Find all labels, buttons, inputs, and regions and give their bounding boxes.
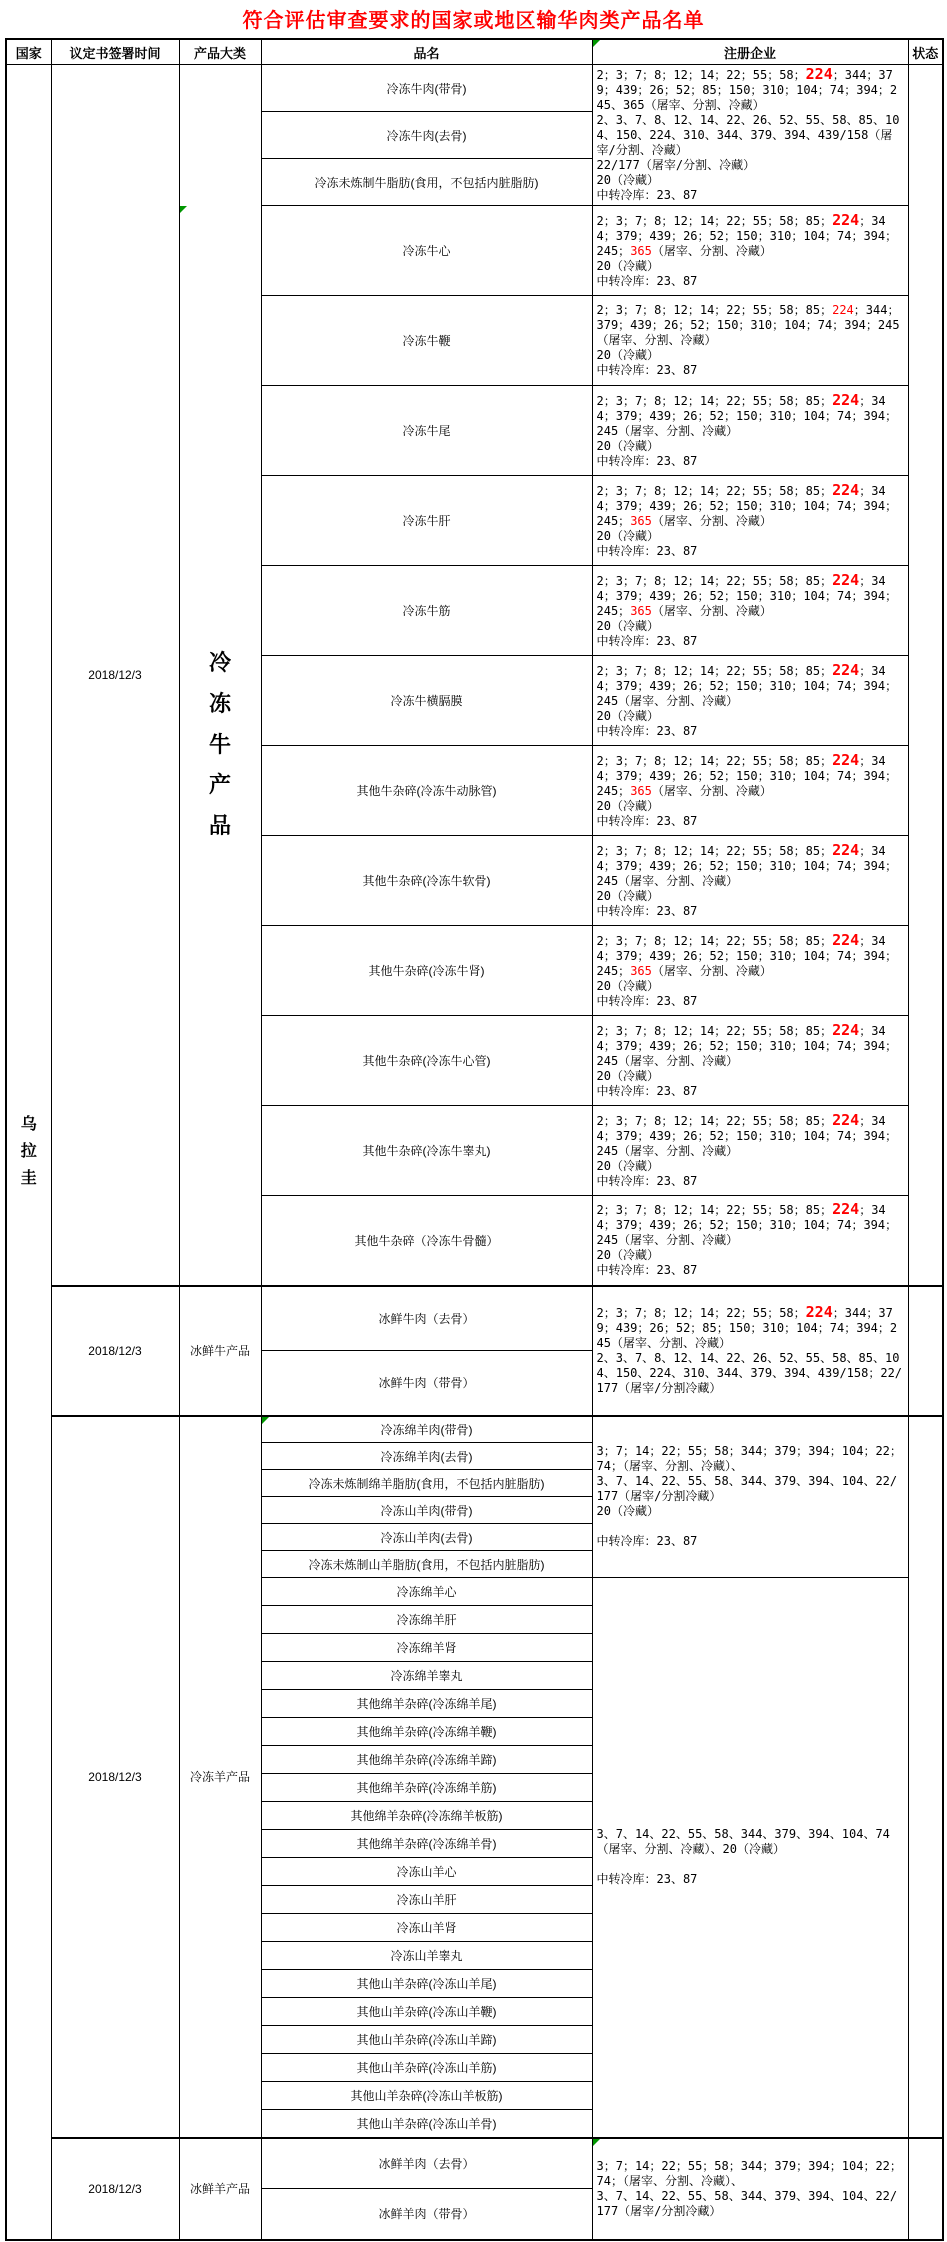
product-name-label: 其他山羊杂碎(冷冻山羊鞭): [356, 2005, 497, 2019]
enterprises-cell: [592, 1286, 908, 1416]
enterprise-text: ；344；379；439；26；52；150；310；104；74；394；245；: [596, 483, 898, 528]
product-name-cell: [261, 1016, 592, 1106]
enterprises-cell: [592, 746, 908, 836]
product-name-label: 冷冻绵羊肉(去骨): [380, 1449, 473, 1464]
enterprise-line: [597, 1305, 904, 1351]
product-name-cell: [261, 2138, 592, 2189]
enterprise-line: [597, 1827, 904, 1857]
product-name-cell: [261, 1942, 592, 1970]
enterprise-text: 中转冷库：23、87: [596, 363, 698, 377]
product-name-label: 冷冻牛尾: [402, 424, 451, 438]
enterprise-line: [597, 2159, 904, 2189]
enterprise-number-highlight: 224: [805, 65, 833, 83]
enterprise-text: ；344；379；439；26；52；150；310；104；74；394；245（屠宰、分割、冷藏）: [596, 663, 898, 708]
product-name-cell: [261, 1106, 592, 1196]
product-name-label: 其他牛杂碎(冷冻牛心管): [362, 1054, 491, 1068]
enterprises-cell: [592, 65, 908, 206]
product-name-label: 冷冻山羊肾: [396, 1921, 457, 1935]
enterprise-text: 20（冷藏）: [596, 618, 659, 633]
enterprise-text: ；344；379；439；26；52；150；310；104；74；394；245（屠宰、分割、冷藏）: [596, 1203, 898, 1248]
enterprise-text: 2；3；7；8；12；14；22；55；58；85；: [596, 213, 833, 228]
product-name-label: 冷冻绵羊肉(带骨): [380, 1422, 473, 1437]
product-name-label: 冷冻牛心: [402, 244, 451, 258]
table-row: [6, 1416, 943, 1443]
product-name-label: 其他绵羊杂碎(冷冻绵羊蹄): [356, 1753, 497, 1767]
category-cell: [179, 65, 261, 206]
table-row: [6, 65, 943, 112]
product-name-cell: [261, 1858, 592, 1886]
enterprise-text: 20（冷藏）: [596, 888, 659, 903]
product-name-label: 冷冻绵羊心: [396, 1585, 457, 1599]
enterprise-text: （屠宰、分割、冷藏）: [651, 513, 772, 528]
product-name-label: 冷冻山羊心: [396, 1865, 457, 1879]
enterprise-line: [597, 1202, 904, 1248]
product-name-cell: [261, 1443, 592, 1470]
enterprise-text: 2、3、7、8、12、14、22、26、52、55、58、85、104、150、224、310、344、379、394、439/158；22/177（屠宰/分割冷藏）: [596, 1351, 903, 1395]
enterprise-line: [597, 113, 904, 158]
product-name-label: 冷冻绵羊肾: [396, 1641, 457, 1655]
enterprise-line: [596, 1020, 904, 1069]
product-name-cell: [261, 159, 592, 206]
product-name-label: 其他山羊杂碎(冷冻山羊尾): [356, 1977, 497, 1991]
enterprise-text: ；344；379；439；26；52；150；310；104；74；394；245（屠宰、分割、冷藏）: [596, 303, 900, 347]
enterprises-cell: [592, 926, 908, 1016]
enterprise-number-highlight: 224: [832, 840, 860, 859]
enterprise-line: [597, 1474, 904, 1504]
col-header-country: 国家: [6, 39, 51, 65]
product-name-cell: [261, 1551, 592, 1578]
enterprise-line: [597, 1084, 904, 1099]
product-name-cell: [261, 1774, 592, 1802]
enterprise-number-highlight: 224: [832, 390, 860, 409]
enterprise-line: [597, 1444, 904, 1474]
enterprise-line: [597, 274, 904, 289]
table-row: [6, 1286, 943, 1351]
enterprise-text: 20（冷藏）: [596, 1068, 659, 1083]
product-name-label: 冷冻牛筋: [402, 604, 451, 618]
product-name-cell: [261, 206, 592, 296]
enterprise-text: 2；3；7；8；12；14；22；55；58；85；: [596, 843, 833, 858]
product-name-label: 冷冻绵羊睾丸: [390, 1669, 463, 1683]
enterprise-line: [597, 1534, 904, 1549]
date-cell: 2018/12/3: [51, 65, 179, 1286]
product-name-label: 冷冻牛肉(带骨): [386, 81, 467, 96]
enterprise-line: [597, 724, 904, 739]
product-name-label: 其他山羊杂碎(冷冻山羊蹄): [356, 2033, 497, 2047]
category-cell: [179, 1286, 261, 1416]
product-name-cell: [261, 1970, 592, 1998]
product-name-label: 其他山羊杂碎(冷冻山羊板筋): [350, 2089, 503, 2103]
product-name-cell: [261, 1690, 592, 1718]
header-row: [6, 39, 943, 65]
enterprise-line: [597, 1159, 904, 1174]
enterprise-number-highlight: 224: [832, 1020, 860, 1039]
product-name-cell: [261, 926, 592, 1016]
excel-marker-icon: [593, 2139, 600, 2146]
product-name-label: 其他绵羊杂碎(冷冻绵羊筋): [356, 1781, 497, 1795]
status-cell: [908, 65, 943, 1286]
enterprise-number-red: 224: [832, 303, 854, 317]
country-cell: [6, 65, 51, 2240]
enterprise-number-highlight: 224: [832, 480, 860, 499]
enterprise-text: 3、7、14、22、55、58、344、379、394、104、22/177（屠宰/分割冷藏）: [596, 2188, 898, 2218]
enterprise-text: 中转冷库：23、87: [596, 453, 698, 468]
enterprise-line: [597, 363, 904, 378]
enterprise-text: 3、7、14、22、55、58、344、379、394、104、22/177（屠宰/分割冷藏）: [596, 1474, 898, 1504]
product-name-label: 冷冻未炼制山羊脂肪(食用，不包括内脏脂肪): [308, 1557, 545, 1572]
product-name-cell: [261, 2110, 592, 2138]
enterprise-line: [597, 439, 904, 454]
enterprise-text: ；344；379；439；26；52；150；310；104；74；394；245；: [596, 753, 898, 798]
enterprise-line: [597, 2189, 904, 2219]
col-header-enterprises: [592, 39, 908, 65]
enterprise-text: 2；3；7；8；12；14；22；55；58；: [596, 68, 806, 82]
product-name-cell: [261, 1578, 592, 1606]
products-table: [5, 38, 944, 2241]
enterprise-text: ；344；379；439；26；52；150；310；104；74；394；245；: [596, 573, 898, 618]
enterprise-text: 中转冷库：23、87: [596, 633, 698, 648]
enterprises-cell: [592, 206, 908, 296]
product-name-label: 其他牛杂碎(冷冻牛睾丸): [362, 1144, 491, 1158]
category-cell: [179, 2138, 261, 2240]
enterprise-number-highlight: 224: [832, 210, 860, 229]
enterprise-text: 中转冷库：23、87: [596, 1534, 698, 1549]
country-label: 乌拉圭: [20, 1115, 37, 1188]
enterprise-text: ；344；379；439；26；52；150；310；104；74；394；245；: [596, 933, 898, 978]
enterprises-cell: [592, 476, 908, 566]
enterprise-text: 2；3；7；8；12；14；22；55；58；85；: [596, 933, 833, 948]
enterprise-line: [596, 390, 904, 439]
enterprise-line: [596, 930, 904, 979]
enterprise-line: [597, 1504, 904, 1519]
enterprise-text: 中转冷库：23、87: [596, 1872, 698, 1887]
product-name-label: 冰鲜牛肉（带骨）: [378, 1376, 475, 1391]
excel-marker-icon: [180, 206, 187, 213]
enterprise-line: [597, 1519, 904, 1534]
enterprise-text: ；344；379；439；26；52；85；150；310；104；74；394；245、365（屠宰、分割、冷藏）: [596, 68, 898, 112]
category-label: 冰鲜羊产品: [189, 2182, 250, 2196]
enterprise-text: 中转冷库：23、87: [596, 723, 698, 738]
category-label: 冷冻羊产品: [189, 1770, 250, 1784]
enterprise-line: [597, 889, 904, 904]
enterprise-text: 2；3；7；8；12；14；22；55；58；85；: [596, 1023, 833, 1038]
excel-marker-icon: [262, 1417, 269, 1424]
col-header-status: 状态: [908, 39, 943, 65]
enterprises-cell: [592, 2138, 908, 2240]
enterprise-line: [597, 1263, 904, 1278]
product-name-cell: [261, 1497, 592, 1524]
enterprise-number-red: 365: [630, 783, 652, 798]
enterprise-line: [597, 188, 904, 203]
enterprise-text: （屠宰、分割、冷藏）: [651, 783, 772, 798]
product-name-cell: [261, 566, 592, 656]
enterprise-text: 20（冷藏）: [596, 1248, 659, 1263]
date-cell: 2018/12/3: [51, 1416, 179, 2138]
enterprise-line: [596, 1110, 904, 1159]
page-title: 符合评估审查要求的国家或地区输华肉类产品名单: [242, 10, 705, 32]
enterprise-line: [597, 1857, 904, 1872]
enterprise-text: 3；7；14；22；55；58；344；379；394；104；22；74；（屠宰、分割、冷藏）、: [596, 1444, 902, 1474]
product-name-cell: [261, 1524, 592, 1551]
product-name-cell: [261, 1914, 592, 1942]
product-name-label: 其他绵羊杂碎(冷冻绵羊鞭): [356, 1725, 497, 1739]
enterprise-line: [597, 1248, 904, 1263]
product-name-label: 其他山羊杂碎(冷冻山羊筋): [356, 2061, 497, 2075]
enterprise-text: 20（冷藏）: [596, 173, 659, 187]
enterprise-text: 2；3；7；8；12；14；22；55；58；85；: [596, 753, 833, 768]
enterprise-text: （屠宰、分割、冷藏）: [651, 963, 772, 978]
enterprise-number-highlight: 224: [832, 930, 860, 949]
product-name-label: 其他绵羊杂碎(冷冻绵羊板筋): [350, 1809, 503, 1823]
enterprise-line: [596, 750, 904, 799]
enterprise-text: 20（冷藏）: [596, 348, 659, 362]
enterprise-text: ；344；379；439；26；52；150；310；104；74；394；245（屠宰、分割、冷藏）: [596, 393, 898, 438]
product-name-label: 其他牛杂碎(冷冻牛肾): [368, 964, 485, 978]
enterprise-number-highlight: 224: [832, 570, 860, 589]
enterprise-text: 2；3；7；8；12；14；22；55；58；85；: [596, 663, 833, 678]
enterprise-text: （屠宰、分割、冷藏）: [651, 603, 772, 618]
enterprise-line: [597, 1351, 904, 1396]
enterprises-cell: [592, 296, 908, 386]
enterprise-line: [597, 454, 904, 469]
enterprise-text: 20（冷藏）: [596, 438, 659, 453]
enterprises-cell: [592, 1196, 908, 1286]
enterprise-text: 中转冷库：23、87: [596, 903, 698, 918]
product-name-cell: [261, 1634, 592, 1662]
enterprise-text: 中转冷库：23、87: [596, 1263, 698, 1278]
enterprise-text: 20（冷藏）: [596, 978, 659, 993]
enterprise-line: [597, 348, 904, 363]
enterprise-line: [596, 660, 904, 709]
product-name-label: 冰鲜羊肉（去骨）: [378, 2156, 475, 2171]
enterprise-text: 中转冷库：23、87: [596, 1173, 698, 1188]
product-name-label: 冷冻牛肝: [402, 514, 451, 528]
product-name-label: 冷冻山羊肝: [396, 1893, 457, 1907]
enterprise-text: 2；3；7；8；12；14；22；55；58；85；: [596, 483, 833, 498]
enterprise-line: [596, 480, 904, 529]
enterprise-line: [597, 1872, 904, 1887]
enterprise-line: [597, 259, 904, 274]
product-name-cell: [261, 2082, 592, 2110]
product-name-label: 冷冻未炼制牛脂肪(食用，不包括内脏脂肪): [314, 175, 539, 190]
enterprises-cell: [592, 566, 908, 656]
enterprise-line: [597, 67, 904, 113]
product-name-label: 冷冻绵羊肝: [396, 1613, 457, 1627]
product-name-cell: [261, 296, 592, 386]
enterprises-cell: [592, 836, 908, 926]
enterprise-text: ；344；379；439；26；52；150；310；104；74；394；245（屠宰、分割、冷藏）: [596, 1023, 898, 1068]
product-name-cell: [261, 1470, 592, 1497]
enterprise-text: 20（冷藏）: [596, 258, 659, 273]
product-name-label: 冷冻山羊睾丸: [390, 1949, 463, 1963]
enterprise-line: [597, 173, 904, 188]
enterprise-line: [597, 544, 904, 559]
enterprises-cell: [592, 656, 908, 746]
enterprise-number-highlight: 224: [832, 750, 860, 769]
enterprise-text: 中转冷库：23、87: [596, 1083, 698, 1098]
product-name-label: 冰鲜牛肉（去骨）: [378, 1311, 475, 1326]
enterprise-number-highlight: 224: [832, 660, 860, 679]
enterprise-text: 2、3、7、8、12、14、22、26、52、55、58、85、104、150、224、310、344、379、394、439/158（屠宰/分割、冷藏）: [596, 113, 900, 157]
enterprise-line: [597, 158, 904, 173]
enterprise-text: 2；3；7；8；12；14；22；55；58；85；: [596, 1113, 833, 1128]
enterprise-number-red: 365: [630, 513, 652, 528]
product-name-cell: [261, 1606, 592, 1634]
enterprise-line: [597, 904, 904, 919]
product-name-cell: [261, 1196, 592, 1286]
category-cell: [179, 1416, 261, 2138]
enterprise-number-highlight: 224: [832, 1110, 860, 1129]
product-name-label: 冷冻牛肉(去骨): [386, 128, 467, 143]
enterprise-text: 20（冷藏）: [596, 798, 659, 813]
enterprise-number-highlight: 224: [832, 1200, 860, 1219]
enterprises-cell: [592, 386, 908, 476]
table-row: [6, 2138, 943, 2189]
product-name-cell: [261, 112, 592, 159]
product-name-cell: [261, 2189, 592, 2240]
enterprise-text: 22/177（屠宰/分割、冷藏）: [596, 158, 756, 172]
col-header-product-name: 品名: [261, 39, 592, 65]
product-name-cell: [261, 1802, 592, 1830]
product-name-cell: [261, 476, 592, 566]
product-name-label: 其他牛杂碎(冷冻牛动脉管): [356, 784, 497, 798]
category-label: 冰鲜牛产品: [189, 1344, 250, 1358]
product-name-label: 其他绵羊杂碎(冷冻绵羊骨): [356, 1837, 497, 1851]
enterprise-text: 3；7；14；22；55；58；344；379；394；104；22；74；（屠宰、分割、冷藏）、: [596, 2158, 902, 2188]
excel-marker-icon: [593, 40, 600, 47]
date-cell: 2018/12/3: [51, 1286, 179, 1416]
enterprise-text: 2；3；7；8；12；14；22；55；58；85；: [596, 1203, 833, 1218]
product-name-cell: [261, 836, 592, 926]
product-name-label: 冷冻牛横膈膜: [390, 694, 463, 708]
enterprise-text: 中转冷库：23、87: [596, 273, 698, 288]
enterprise-line: [596, 210, 904, 259]
enterprise-text: ；344；379；439；26；52；150；310；104；74；394；245（屠宰、分割、冷藏）: [596, 1113, 898, 1158]
enterprise-line: [597, 303, 904, 348]
enterprise-line: [597, 1069, 904, 1084]
product-name-cell: [261, 1886, 592, 1914]
enterprise-text: 20（冷藏）: [596, 1158, 659, 1173]
category-label: 冷冻牛产品: [208, 650, 231, 839]
enterprises-cell: [592, 1016, 908, 1106]
enterprise-line: [597, 1174, 904, 1189]
enterprise-line: [597, 994, 904, 1009]
enterprise-line: [597, 979, 904, 994]
enterprise-number-highlight: 224: [805, 1303, 833, 1321]
product-name-cell: [261, 1351, 592, 1416]
product-name-label: 冷冻未炼制绵羊脂肪(食用，不包括内脏脂肪): [308, 1476, 545, 1491]
product-name-label: 冷冻牛鞭: [402, 334, 451, 348]
product-name-label: 冷冻山羊肉(去骨): [380, 1530, 473, 1545]
product-name-label: 其他山羊杂碎(冷冻山羊骨): [356, 2116, 497, 2131]
product-name-cell: [261, 656, 592, 746]
enterprise-text: 中转冷库：23、87: [596, 813, 698, 828]
enterprise-text: （屠宰、分割、冷藏）: [651, 243, 772, 258]
enterprise-text: 2；3；7；8；12；14；22；55；58；85；: [596, 573, 833, 588]
product-name-cell: [261, 1830, 592, 1858]
enterprise-text: ；344；379；439；26；52；85；150；310；104；74；394；245（屠宰、分割、冷藏）: [596, 1306, 898, 1350]
date-cell: 2018/12/3: [51, 2138, 179, 2240]
product-name-cell: [261, 386, 592, 476]
enterprise-line: [597, 709, 904, 724]
enterprise-line: [597, 634, 904, 649]
enterprise-line: [596, 840, 904, 889]
enterprise-text: 中转冷库：23、87: [596, 993, 698, 1008]
col-header-category: 产品大类: [179, 39, 261, 65]
product-name-cell: [261, 2026, 592, 2054]
enterprises-cell: [592, 1578, 908, 2138]
product-name-cell: [261, 65, 592, 112]
enterprise-text: 20（冷藏）: [596, 1504, 659, 1519]
enterprise-line: [597, 529, 904, 544]
enterprise-text: 2；3；7；8；12；14；22；55；58；85；: [596, 303, 833, 317]
product-name-label: 冰鲜羊肉（带骨）: [378, 2207, 475, 2222]
col-header-enterprises-label: 注册企业: [723, 45, 776, 61]
enterprises-cell: [592, 1106, 908, 1196]
enterprise-text: 中转冷库：23、87: [596, 543, 698, 558]
product-name-label: 冷冻山羊肉(带骨): [380, 1503, 473, 1518]
enterprise-text: 中转冷库：23、87: [596, 188, 698, 202]
enterprise-line: [597, 619, 904, 634]
enterprise-line: [597, 799, 904, 814]
col-header-sign-date: 议定书签署时间: [51, 39, 179, 65]
enterprise-text: 2；3；7；8；12；14；22；55；58；85；: [596, 393, 833, 408]
enterprise-text: 20（冷藏）: [596, 528, 659, 543]
product-name-label: 其他绵羊杂碎(冷冻绵羊尾): [356, 1697, 497, 1711]
product-name-cell: [261, 746, 592, 836]
enterprise-text: 2；3；7；8；12；14；22；55；58；: [596, 1306, 806, 1320]
product-name-cell: [261, 1286, 592, 1351]
product-name-label: 其他牛杂碎（冷冻牛骨髓）: [354, 1233, 499, 1248]
enterprise-number-red: 365: [630, 603, 652, 618]
product-name-cell: [261, 1416, 592, 1443]
category-cell: [179, 206, 261, 1286]
product-name-label: 其他牛杂碎(冷冻牛软骨): [362, 874, 491, 888]
enterprise-number-red: 365: [630, 243, 652, 258]
product-name-cell: [261, 1746, 592, 1774]
enterprise-text: ；344；379；439；26；52；150；310；104；74；394；245；: [596, 213, 898, 258]
enterprise-line: [596, 570, 904, 619]
enterprises-cell: [592, 1416, 908, 1578]
product-name-cell: [261, 1662, 592, 1690]
status-cell: [908, 1416, 943, 2138]
status-cell: [908, 2138, 943, 2240]
enterprise-text: 20（冷藏）: [596, 708, 659, 723]
product-name-cell: [261, 2054, 592, 2082]
enterprise-line: [597, 814, 904, 829]
product-name-cell: [261, 1718, 592, 1746]
product-name-cell: [261, 1998, 592, 2026]
enterprise-text: ；344；379；439；26；52；150；310；104；74；394；245（屠宰、分割、冷藏）: [596, 843, 898, 888]
enterprise-text: 3、7、14、22、55、58、344、379、394、104、74（屠宰、分割、冷藏）、20（冷藏）: [596, 1827, 890, 1857]
enterprise-number-red: 365: [630, 963, 652, 978]
status-cell: [908, 1286, 943, 1416]
